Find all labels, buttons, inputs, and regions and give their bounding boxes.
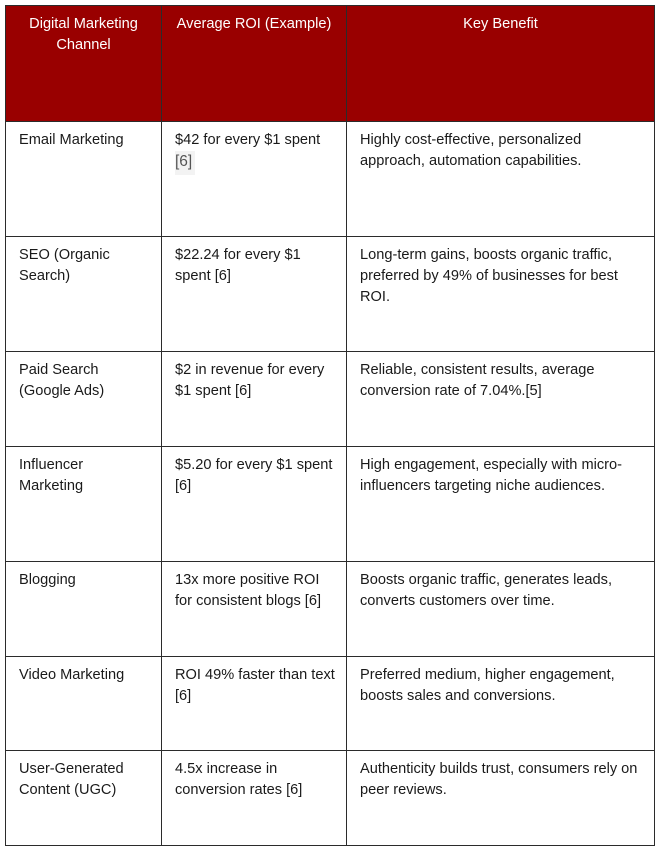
cell-benefit: High engagement, especially with micro-influencers targeting niche audiences. (347, 447, 655, 562)
cell-channel: Video Marketing (6, 657, 162, 751)
cell-benefit: Long-term gains, boosts organic traffic, preferred by 49% of businesses for best ROI. (347, 237, 655, 352)
table-row (6, 122, 655, 237)
header-benefit: Key Benefit (347, 6, 655, 122)
cell-channel: SEO (Organic Search) (6, 237, 162, 352)
table-row (6, 352, 655, 447)
cell-roi: $2 in revenue for every $1 spent [6] (162, 352, 347, 447)
cell-benefit: Reliable, consistent results, average conversion rate of 7.04%.[5] (347, 352, 655, 447)
cell-benefit: Preferred medium, higher engagement, boosts sales and conversions. (347, 657, 655, 751)
cell-roi: $5.20 for every $1 spent [6] (162, 447, 347, 562)
cell-roi: $22.24 for every $1 spent [6] (162, 237, 347, 352)
cell-benefit: Boosts organic traffic, generates leads, converts customers over time. (347, 562, 655, 657)
header-roi: Average ROI (Example) (162, 6, 347, 122)
cell-channel: Paid Search (Google Ads) (6, 352, 162, 447)
citation-link[interactable]: [6] (175, 151, 195, 175)
table-row (6, 562, 655, 657)
cell-roi: ROI 49% faster than text [6] (162, 657, 347, 751)
cell-benefit: Highly cost-effective, personalized approach, automation capabilities. (347, 122, 655, 237)
table-row (6, 751, 655, 846)
cell-channel: Blogging (6, 562, 162, 657)
cell-roi (162, 122, 347, 237)
table-row (6, 657, 655, 751)
header-channel: Digital Marketing Channel (6, 6, 162, 122)
header-row (6, 6, 655, 122)
cell-channel: Email Marketing (6, 122, 162, 237)
roi-comparison-table (5, 5, 655, 846)
table-header (6, 6, 655, 122)
table-row (6, 447, 655, 562)
roi-text: $42 for every $1 spent (175, 132, 321, 148)
table-row (6, 237, 655, 352)
cell-roi: 13x more positive ROI for consistent blogs [6] (162, 562, 347, 657)
cell-channel: User-Generated Content (UGC) (6, 751, 162, 846)
table-body (6, 122, 655, 846)
cell-roi: 4.5x increase in conversion rates [6] (162, 751, 347, 846)
cell-benefit: Authenticity builds trust, consumers rely on peer reviews. (347, 751, 655, 846)
cell-channel: Influencer Marketing (6, 447, 162, 562)
